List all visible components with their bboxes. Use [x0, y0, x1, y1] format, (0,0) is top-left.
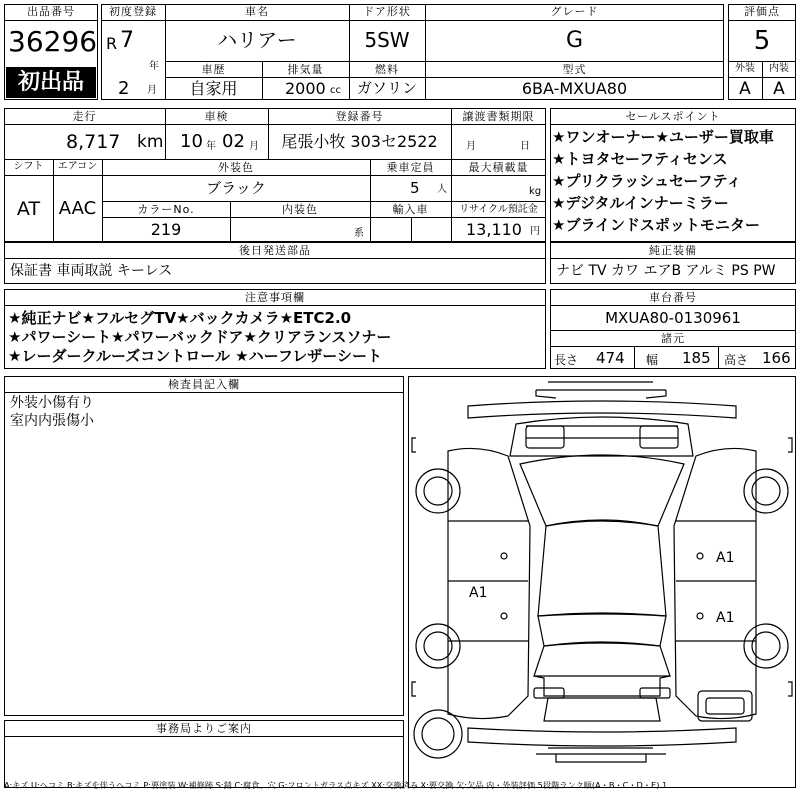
transfer-month: 月: [466, 141, 476, 152]
capacity-label: 乗車定員: [386, 161, 435, 174]
sales-point-item: ★ブラインドスポットモニター: [552, 216, 760, 234]
ac: AAC: [58, 198, 97, 219]
int-color-label: 内装色: [282, 203, 318, 216]
color-no-label: カラーNo.: [137, 203, 195, 216]
era-mark: R: [106, 34, 118, 53]
year-unit: 年: [149, 61, 159, 72]
plate: 尾張小牧 303セ2522: [281, 132, 438, 151]
mileage-label: 走行: [72, 110, 97, 123]
wheel-front-left: [416, 469, 460, 513]
inspector-label: 検査員記入欄: [168, 378, 240, 391]
notes-line: ★レーダークルーズコントロール ★ハーフレザーシート: [8, 347, 382, 365]
wheel-front-right: [744, 469, 788, 513]
history: 自家用: [189, 79, 238, 98]
capacity-unit: 人: [437, 184, 447, 195]
equipment-label: 純正装備: [649, 244, 697, 257]
model: 6BA-MXUA80: [521, 79, 628, 98]
wheel-rear-left: [416, 624, 460, 668]
hood: [510, 417, 693, 456]
chassis-label: 車台番号: [649, 291, 697, 304]
front-bumper: [536, 382, 666, 398]
mileage: 8,717: [66, 131, 121, 153]
width-label: 幅: [646, 353, 659, 367]
first-listing-badge: 初出品: [6, 67, 96, 98]
score: 5: [753, 26, 771, 56]
damage-mark: A1: [716, 610, 735, 626]
notes-label: 注意事項欄: [245, 291, 305, 304]
damage-mark: A1: [469, 585, 488, 601]
legend-text: A:キズ U:ヘコミ B:キズを伴うヘコミ P:要塗装 W:補修跡 S:錆 C:腐食、穴 G:フロントガラス点キズ XX:交換済み X:要交換 欠:欠品 内・外装評価 5段階ランク順(A・B・C・D・E) 1: [4, 780, 668, 790]
car-name: ハリアー: [217, 28, 297, 52]
equipment-text: ナビ TV カワ エアB アルミ PS PW: [556, 263, 776, 279]
load-label: 最大積載量: [468, 161, 529, 174]
grade: G: [565, 28, 584, 53]
fuel-label: 燃料: [375, 63, 399, 76]
inspector-line: 室内内張傷小: [10, 413, 94, 429]
door-type: 5SW: [364, 28, 410, 52]
import-label: 輸入車: [392, 203, 429, 216]
exterior-color: ブラック: [206, 179, 266, 197]
length-label: 長さ: [554, 353, 579, 367]
history-label: 車歴: [201, 63, 226, 76]
height-value: 166: [762, 349, 791, 367]
fuel: ガソリン: [356, 79, 417, 97]
door-type-label: ドア形状: [363, 5, 411, 18]
shift-label: シフト: [13, 161, 44, 172]
car-diagram: [408, 376, 796, 788]
int-color-unit: 系: [354, 228, 364, 239]
later-parts-text: 保証書 車両取説 キーレス: [10, 263, 173, 279]
later-parts-label: 後日発送部品: [239, 244, 311, 257]
cc-unit: cc: [330, 85, 341, 96]
shift: AT: [16, 198, 41, 220]
sales-point-item: ★プリクラッシュセーフティ: [552, 172, 742, 190]
ac-label: エアコン: [57, 161, 98, 172]
insp-year: 10: [180, 131, 203, 152]
windshield: [520, 455, 684, 526]
plate-label: 登録番号: [335, 110, 384, 123]
first-reg-label: 初度登録: [109, 5, 157, 18]
transfer-label: 譲渡書類期限: [462, 110, 535, 123]
int-grade: A: [773, 79, 785, 99]
office-label: 事務局よりご案内: [156, 722, 252, 735]
displacement: 2000: [285, 79, 326, 98]
lot-number: 36296: [8, 25, 98, 58]
height-label: 高さ: [724, 353, 749, 367]
load-unit: kg: [529, 186, 542, 197]
model-label: 型式: [562, 63, 587, 76]
spare-wheel: [414, 710, 462, 758]
km-unit: km: [137, 132, 164, 152]
width-value: 185: [682, 349, 711, 367]
color-no: 219: [150, 220, 182, 239]
reg-month: 2: [118, 78, 130, 99]
wheel-rear-right: [744, 624, 788, 668]
trunk: [544, 698, 660, 721]
insp-month-unit: 月: [249, 141, 259, 152]
sales-point-item: ★デジタルインナーミラー: [552, 194, 729, 212]
color-label: 外装色: [218, 161, 254, 174]
specs-label: 諸元: [661, 332, 685, 345]
displacement-label: 排気量: [287, 63, 324, 76]
capacity: 5: [410, 179, 420, 197]
recycle-unit: 円: [530, 226, 540, 237]
ext-grade: A: [739, 79, 751, 99]
damage-mark: A1: [716, 550, 735, 566]
notes-line: ★純正ナビ★フルセグTV★バックカメラ★ETC2.0: [8, 309, 352, 327]
car-name-label: 車名: [245, 5, 269, 18]
inspection-label: 車検: [204, 110, 229, 123]
sales-point-item: ★トヨタセーフティセンス: [552, 150, 728, 168]
front-grille: [526, 426, 564, 448]
int-grade-label: 内装: [769, 63, 789, 74]
insp-month: 02: [222, 131, 245, 152]
score-label: 評価点: [744, 5, 780, 18]
transfer-day: 日: [520, 141, 530, 152]
lot-label: 出品番号: [27, 5, 75, 18]
recycle: 13,110: [466, 220, 522, 239]
inspector-line: 外装小傷有り: [10, 395, 94, 411]
length-value: 474: [596, 349, 625, 367]
grade-label: グレード: [550, 5, 599, 18]
insp-year-unit: 年: [206, 141, 216, 152]
rear-window: [534, 642, 670, 676]
notes-line: ★パワーシート★パワーバックドア★クリアランスソナー: [8, 328, 392, 346]
chassis-number: MXUA80-0130961: [605, 309, 741, 327]
ext-grade-label: 外装: [735, 63, 755, 74]
recycle-label: リサイクル預託金: [459, 204, 538, 215]
roof: [538, 521, 666, 616]
sales-point-item: ★ワンオーナー★ユーザー買取車: [552, 128, 774, 146]
reg-year: 7: [120, 28, 134, 53]
sales-points-label: セールスポイント: [625, 110, 721, 123]
month-unit: 月: [147, 85, 157, 96]
